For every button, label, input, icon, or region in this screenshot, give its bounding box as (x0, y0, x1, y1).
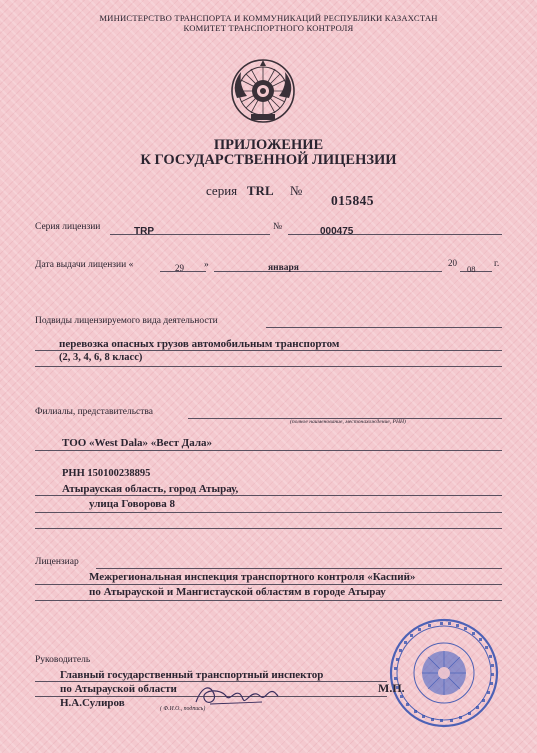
branch-address-1: Атырауская область, город Атырау, (62, 483, 239, 495)
handwritten-signature (192, 680, 282, 710)
license-number-value: 000475 (320, 226, 354, 237)
licensor-line-2: по Атырауской и Мангистауской областям в городе Атырау (89, 586, 386, 598)
issue-month: января (268, 263, 299, 273)
seal-place-mark: М.П. (378, 681, 405, 695)
license-series-value: TRP (134, 226, 154, 237)
issue-month-underline (214, 271, 442, 272)
licensor-line-1: Межрегиональная инспекция транспортного контроля «Каспий» (89, 571, 416, 583)
branches-note: (полное наименование, местонахождение, РНН) (290, 419, 406, 425)
ministry-name: МИНИСТЕРСТВО ТРАНСПОРТА И КОММУНИКАЦИЙ РЕСПУБЛИКИ КАЗАХСТАН (99, 13, 438, 23)
activity-line-1: перевозка опасных грузов автомобильным транспортом (59, 338, 340, 350)
issue-year-underline (460, 271, 492, 272)
licensor-underline-3 (35, 600, 502, 601)
head-sign-note: ( Ф.И.О., подпись) (160, 706, 206, 712)
appendix-series (206, 183, 302, 199)
activity-underline-1 (266, 327, 502, 328)
document-subtitle: К ГОСУДАРСТВЕННОЙ ЛИЦЕНЗИИ (140, 152, 397, 168)
committee-name: КОМИТЕТ ТРАНСПОРТНОГО КОНТРОЛЯ (183, 23, 354, 33)
activity-underline-3 (35, 366, 502, 367)
license-number-sign: № (273, 222, 283, 232)
head-name: Н.А.Сулиров (60, 697, 125, 709)
branches-underline-4 (35, 512, 502, 513)
branches-underline-2 (35, 450, 502, 451)
branches-label: Филиалы, представительства (35, 407, 154, 417)
activity-line-2: (2, 3, 4, 6, 8 класс) (59, 352, 143, 363)
issue-date-label: Дата выдачи лицензии « (35, 260, 134, 270)
head-position-1: Главный государственный транспортный инспектор (60, 669, 324, 681)
branch-address-2: улица Говорова 8 (89, 498, 175, 510)
kazakhstan-state-emblem-icon (229, 58, 297, 124)
issue-year-unit: г. (494, 259, 500, 269)
number-sign: № (289, 183, 303, 198)
appendix-number: 015845 (331, 193, 374, 208)
licensor-underline-2 (35, 584, 502, 585)
issue-day: 29 (175, 263, 184, 273)
issuing-authority (0, 13, 537, 33)
issue-year-suffix: 08 (467, 264, 476, 274)
issue-year-prefix: 20 (448, 258, 457, 268)
licensor-label: Лицензиар (35, 557, 79, 567)
document-title: ПРИЛОЖЕНИЕ (213, 137, 324, 153)
branch-rnn: РНН 150100238895 (62, 468, 151, 479)
activity-label: Подвиды лицензируемого вида деятельности (35, 316, 218, 326)
issue-day-close-quote: » (204, 260, 209, 270)
official-round-stamp (388, 617, 500, 729)
series-value: TRL (246, 183, 274, 198)
branch-company-name: ТОО «West Dala» «Вест Дала» (62, 437, 212, 449)
head-label: Руководитель (35, 655, 91, 665)
activity-underline-2 (35, 350, 502, 351)
branches-underline-3 (35, 495, 502, 496)
license-series-label: Серия лицензии (35, 222, 101, 232)
licensor-underline-1 (96, 568, 502, 569)
head-position-2: по Атырауской области (60, 683, 177, 695)
series-label: серия (206, 183, 238, 198)
branches-underline-5 (35, 528, 502, 529)
